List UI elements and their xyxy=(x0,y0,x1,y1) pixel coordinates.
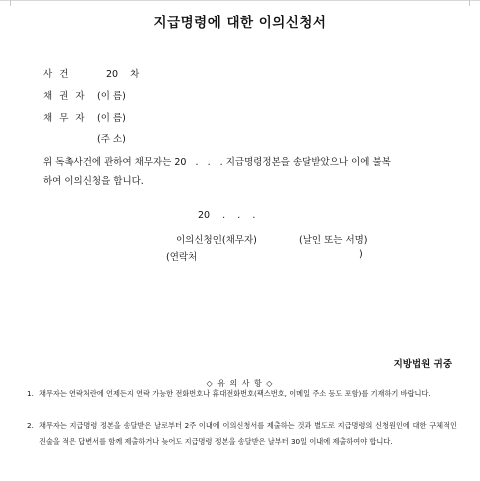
statement-line: 하여 이의신청을 합니다. xyxy=(43,176,144,187)
crop-mark xyxy=(469,0,470,6)
filing-date: 20 . . . xyxy=(198,210,256,221)
crop-mark xyxy=(10,0,11,6)
creditor-name: (이 름) xyxy=(97,91,126,102)
statement-line: 위 독촉사건에 관하여 채무자는 20 . . . 지급명령정본을 송달받았으나 이에 불복 xyxy=(43,157,391,168)
case-number: 20 차 xyxy=(106,69,140,80)
court-name: 지방법원 귀중 xyxy=(393,359,452,370)
debtor-name: (이 름) xyxy=(97,113,126,124)
list-item xyxy=(27,418,457,450)
creditor-label: 채 권 자 xyxy=(43,91,87,102)
note-text: 채무자는 지급명령 정본을 송달받은 날로부터 2주 이내에 이의신청서를 제출하는 것과 별도로 지급명령의 신청원인에 대한 구체적인 진술을 적은 답변서를 함께 제출하거나 늦어도 지급명령 정본을 송달받은 날부터 30일 이내에 제출하여야 합니다. xyxy=(39,421,457,446)
contact-open: (연락처 xyxy=(166,252,198,263)
seal-label: (날인 또는 서명) xyxy=(299,235,368,246)
note-number: 1. xyxy=(27,389,34,398)
list-item xyxy=(27,386,457,402)
contact-close: ) xyxy=(359,249,363,260)
page-title: 지급명령에 대한 이의신청서 xyxy=(153,15,327,31)
applicant-label: 이의신청인(채무자) xyxy=(176,235,257,246)
top-border xyxy=(0,0,480,1)
note-text: 채무자는 연락처란에 언제든지 연락 가능한 전화번호나 휴대전화번호(팩스번호, 이메일 주소 등도 포함)를 기재하기 바랍니다. xyxy=(39,389,431,398)
debtor-address: (주 소) xyxy=(97,134,126,145)
case-label: 사 건 xyxy=(43,69,71,80)
notes-title: ◇ 유 의 사 항 ◇ xyxy=(206,379,274,388)
debtor-label: 채 무 자 xyxy=(43,113,87,124)
note-number: 2. xyxy=(27,421,34,430)
